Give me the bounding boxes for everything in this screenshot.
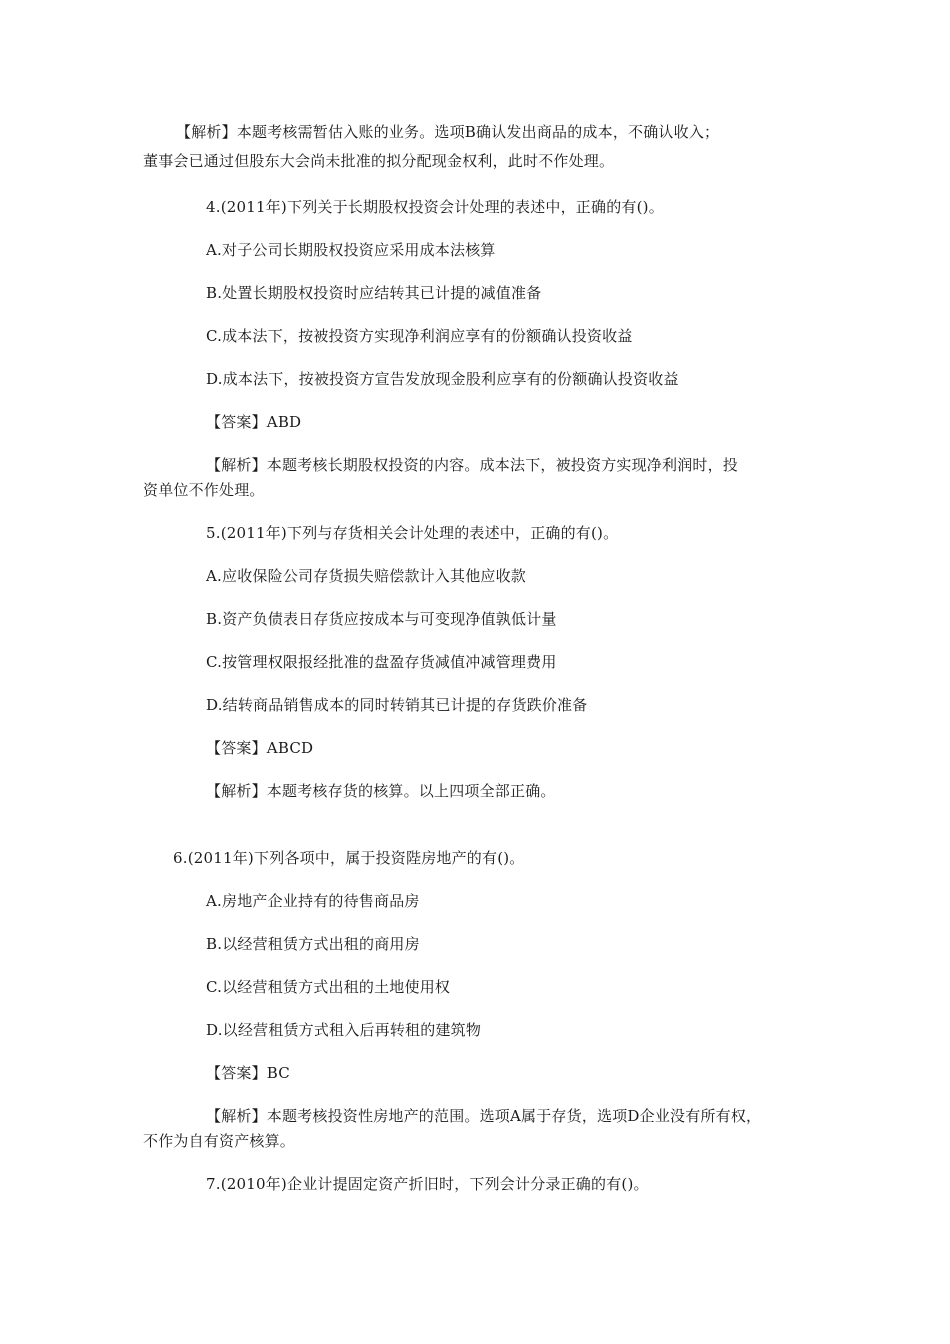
question-6-option-b: B.以经营租赁方式出租的商用房	[206, 935, 420, 953]
question-5-option-a: A.应收保险公司存货损失赔偿款计入其他应收款	[206, 567, 527, 585]
question-5-answer: 【答案】ABCD	[206, 739, 314, 757]
question-4: 4.(2011年)下列关于长期股权投资会计处理的表述中，正确的有()。	[206, 198, 664, 216]
question-5: 5.(2011年)下列与存货相关会计处理的表述中，正确的有()。	[206, 524, 619, 542]
question-7: 7.(2010年)企业计提固定资产折旧时，下列会计分录正确的有()。	[206, 1175, 649, 1193]
analysis-q6-line1: 【解析】本题考核投资性房地产的范围。选项A属于存货，选项D企业没有所有权，	[206, 1107, 762, 1125]
analysis-q5: 【解析】本题考核存货的核算。以上四项全部正确。	[206, 782, 556, 800]
question-4-option-c: C.成本法下，按被投资方实现净利润应享有的份额确认投资收益	[206, 327, 633, 345]
analysis-q4-line1: 【解析】本题考核长期股权投资的内容。成本法下，被投资方实现净利润时，投	[206, 456, 739, 474]
question-6: 6.(2011年)下列各项中，属于投资陛房地产的有()。	[173, 849, 525, 867]
question-5-option-c: C.按管理权限报经批准的盘盈存货减值冲减管理费用	[206, 653, 557, 671]
question-6-option-a: A.房地产企业持有的待售商品房	[206, 892, 420, 910]
analysis-q6-line2: 不作为自有资产核算。	[143, 1132, 296, 1150]
question-4-option-b: B.处置长期股权投资时应结转其已计提的减值准备	[206, 284, 542, 302]
question-4-option-d: D.成本法下，按被投资方宣告发放现金股利应享有的份额确认投资收益	[206, 370, 679, 388]
question-4-answer: 【答案】ABD	[206, 413, 302, 431]
question-4-option-a: A.对子公司长期股权投资应采用成本法核算	[206, 241, 496, 259]
analysis-q3-line1: 【解析】本题考核需暂估入账的业务。选项B确认发出商品的成本，不确认收入；	[176, 123, 720, 141]
question-5-option-b: B.资产负债表日存货应按成本与可变现净值孰低计量	[206, 610, 557, 628]
question-6-option-d: D.以经营租赁方式租入后再转租的建筑物	[206, 1021, 482, 1039]
analysis-q4-line2: 资单位不作处理。	[143, 481, 265, 499]
analysis-q3-line2: 董事会已通过但股东大会尚未批准的拟分配现金权利，此时不作处理。	[143, 152, 615, 170]
question-5-option-d: D.结转商品销售成本的同时转销其已计提的存货跌价准备	[206, 696, 588, 714]
question-6-answer: 【答案】BC	[206, 1064, 290, 1082]
question-6-option-c: C.以经营租赁方式出租的土地使用权	[206, 978, 451, 996]
